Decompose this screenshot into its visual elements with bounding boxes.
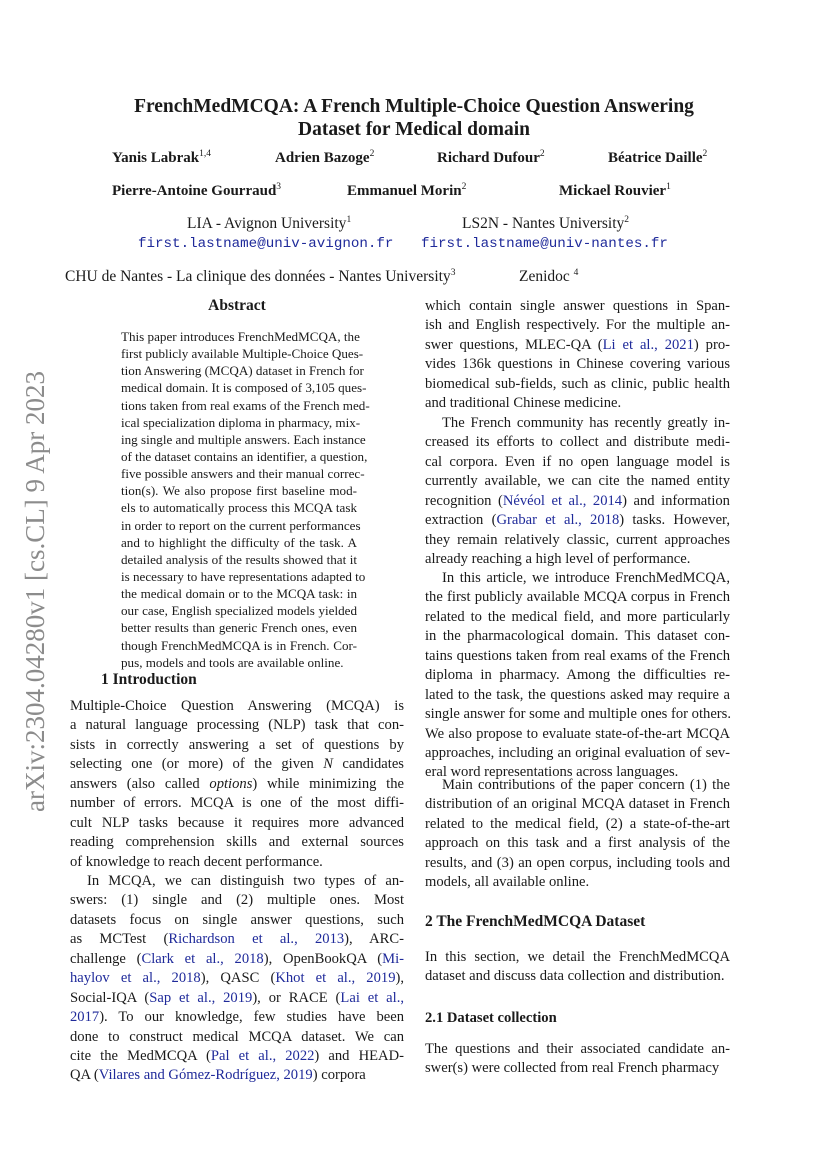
text-line: results, and (3) an open corpus, including tools and xyxy=(425,854,730,871)
affiliation-chu: CHU de Nantes - La clinique des données - Nantes University$^3$ xyxy=(65,268,456,286)
text-line: 2017). To our knowledge, few studies have been xyxy=(70,1009,404,1026)
text-line: swer(s) were collected from real French pharmacy xyxy=(425,1060,720,1077)
text-line: of the dataset contains an identifier, a question, xyxy=(121,448,368,464)
text-line: detailed analysis of the results showed that it xyxy=(121,551,357,567)
author-rouvier: Mickael Rouvier$^1$ xyxy=(559,182,671,199)
text-line: is necessary to have representations adapted to xyxy=(121,568,366,584)
text-line: challenge (Clark et al., 2018), OpenBookQA (Mi- xyxy=(70,950,404,967)
email-nantes[interactable]: first.lastname@univ-nantes.fr xyxy=(421,236,668,252)
text-line: currently available, we can cite the named entity xyxy=(425,473,730,490)
text-line: ish and English respectively. For the multiple an- xyxy=(425,317,730,334)
text-line: the medical domain or to the MCQA task: in xyxy=(121,586,357,602)
intro-paragraph-2 xyxy=(70,872,404,1086)
subsection-2-1-heading: 2.1 Dataset collection xyxy=(425,1010,557,1026)
text-line: dataset and discuss data collection and distribution. xyxy=(425,968,725,985)
text-line: The questions and their associated candidate an- xyxy=(425,1041,730,1057)
text-line: ing single and multiple answers. Each instance xyxy=(121,431,366,447)
text-line: QA (Vilares and Gómez-Rodríguez, 2019) corpora xyxy=(70,1067,366,1084)
text-line: swers: (1) single and (2) multiple ones. Most xyxy=(70,892,404,909)
intro-paragraph-1 xyxy=(70,697,404,872)
text-line: they remain relatively classic, current approaches xyxy=(425,531,730,548)
author-labrak: Yanis Labrak$^{1,4}$ xyxy=(112,149,211,166)
author-gourraud: Pierre-Antoine Gourraud$^3$ xyxy=(112,182,282,199)
text-line: The French community has recently greatly in- xyxy=(442,415,730,431)
email-avignon[interactable]: first.lastname@univ-avignon.fr xyxy=(138,236,394,252)
text-line: approaches, including an original evaluation of sev- xyxy=(425,744,730,761)
text-line: approach on this task and a first analysis of the xyxy=(425,835,730,852)
affiliation-ls2n: LS2N - Nantes University$^2$ xyxy=(462,215,630,233)
paper-title xyxy=(90,95,738,141)
text-line: answers (also called options) while minimizing the xyxy=(70,775,404,792)
text-line: tion(s). We also propose first baseline mod- xyxy=(121,483,357,499)
text-line: as MCTest (Richardson et al., 2013), ARC- xyxy=(70,931,405,948)
text-line: Main contributions of the paper concern (1) the xyxy=(442,777,730,793)
text-line: better results than generic French ones, even xyxy=(121,620,357,636)
affiliation-lia: LIA - Avignon University$^1$ xyxy=(187,215,352,233)
text-line: Social-IQA (Sap et al., 2019), or RACE (Lai et al., xyxy=(70,989,404,1006)
text-line: in the pharmacological domain. This dataset con- xyxy=(425,628,730,645)
text-line: five possible answers and their manual correc- xyxy=(121,466,365,482)
right-paragraph-4 xyxy=(425,776,730,893)
author-daille: Béatrice Daille$^2$ xyxy=(608,149,708,166)
text-line: extraction (Grabar et al., 2018) tasks. However, xyxy=(425,512,730,529)
text-line: done to construct medical MCQA dataset. We can xyxy=(70,1028,404,1045)
text-line: lated to the task, the questions asked may require a xyxy=(425,686,730,703)
text-line: In MCQA, we can distinguish two types of an- xyxy=(87,873,404,889)
text-line: recognition (Névéol et al., 2014) and information xyxy=(425,492,730,509)
text-line: the first publicly available MCQA corpus in French xyxy=(425,589,730,606)
text-line: and traditional Chinese medicine. xyxy=(425,395,622,412)
text-line: cal corpora. Even if no open language model is xyxy=(425,453,730,470)
author-morin: Emmanuel Morin$^2$ xyxy=(347,182,467,199)
text-line: though FrenchMedMCQA is in French. Cor- xyxy=(121,637,357,653)
arxiv-stamp: arXiv:2304.04280v1 [cs.CL] 9 Apr 2023 xyxy=(20,371,50,812)
text-line: sists in correctly answering a set of questions by xyxy=(70,736,404,753)
abstract-heading: Abstract xyxy=(208,297,266,314)
text-line: els to automatically process this MCQA task xyxy=(121,500,357,516)
text-line: first publicly available Multiple-Choice Ques- xyxy=(121,346,364,362)
abstract-body xyxy=(121,328,370,671)
text-line: diploma in pharmacy. Among the difficulties re- xyxy=(425,667,730,684)
text-line: vides 136k questions in Chinese covering various xyxy=(425,356,730,373)
text-line: cult NLP tasks because it requires more advanced xyxy=(70,814,404,831)
text-line: number of errors. MCQA is one of the most diffi- xyxy=(70,795,404,812)
author-dufour: Richard Dufour$^2$ xyxy=(437,149,545,166)
text-line: related to the medical field, (2) a state-of-the-art xyxy=(425,815,730,832)
text-line: related to the medical field, and more particularly xyxy=(425,608,730,625)
text-line: creased its efforts to collect and distribute medi- xyxy=(425,434,730,451)
text-line: selecting one (or more) of the given N candidates xyxy=(70,756,404,773)
text-line: tains questions taken from real exams of the French xyxy=(425,647,730,664)
right-paragraph-3 xyxy=(425,569,730,783)
text-line: reading comprehension skills and external sources xyxy=(70,834,404,851)
section-2-paragraph xyxy=(425,948,730,987)
title-line-2: Dataset for Medical domain xyxy=(298,119,530,140)
text-line: and to highlight the difficulty of the task. A xyxy=(121,534,357,550)
text-line: our case, English specialized models yielded xyxy=(121,603,357,619)
title-line-1: FrenchMedMCQA: A French Multiple-Choice Question Answering xyxy=(134,96,694,117)
text-line: datasets focus on single answer questions, such xyxy=(70,911,404,928)
text-line: In this article, we introduce FrenchMedMCQA, xyxy=(442,570,730,586)
text-line: haylov et al., 2018), QASC (Khot et al., 2019), xyxy=(70,970,405,987)
text-line: already reaching a high level of performance. xyxy=(425,551,691,568)
section-2-heading: 2 The FrenchMedMCQA Dataset xyxy=(425,913,646,930)
text-line: distribution of an original MCQA dataset in French xyxy=(425,796,730,813)
text-line: cite the MedMCQA (Pal et al., 2022) and HEAD- xyxy=(70,1047,404,1064)
affiliation-zenidoc: Zenidoc $^4$ xyxy=(519,268,579,286)
text-line: of knowledge to reach decent performance. xyxy=(70,853,323,870)
text-line: eral word representations across languages. xyxy=(425,764,679,781)
text-line: swer questions, MLEC-QA (Li et al., 2021) pro- xyxy=(425,336,730,353)
subsection-2-1-paragraph xyxy=(425,1040,730,1079)
text-line: a natural language processing (NLP) task that con- xyxy=(70,717,404,734)
author-bazoge: Adrien Bazoge$^2$ xyxy=(275,149,375,166)
text-line: which contain single answer questions in Span- xyxy=(425,298,730,314)
text-line: single answer for some and multiple ones for others. xyxy=(425,706,731,723)
right-paragraph-2 xyxy=(425,414,730,570)
text-line: Multiple-Choice Question Answering (MCQA) is xyxy=(70,698,404,714)
text-line: tions taken from real exams of the French med- xyxy=(121,397,370,413)
text-line: tion Answering (MCQA) dataset in French for xyxy=(121,363,364,379)
text-line: biomedical sub-fields, such as clinic, public health xyxy=(425,375,730,392)
right-paragraph-1 xyxy=(425,297,730,414)
text-line: ical specialization diploma in pharmacy, mix- xyxy=(121,414,361,430)
text-line: models, all available online. xyxy=(425,874,590,891)
text-line: pus, models and tools are available online. xyxy=(121,654,344,670)
text-line: in order to report on the current performances xyxy=(121,517,361,533)
text-line: This paper introduces FrenchMedMCQA, the xyxy=(121,329,360,344)
text-line: We also propose to evaluate state-of-the-art MCQA xyxy=(425,725,730,742)
text-line: medical domain. It is composed of 3,105 ques- xyxy=(121,380,367,396)
section-1-heading: 1 Introduction xyxy=(101,671,197,688)
text-line: In this section, we detail the FrenchMedMCQA xyxy=(425,949,730,965)
